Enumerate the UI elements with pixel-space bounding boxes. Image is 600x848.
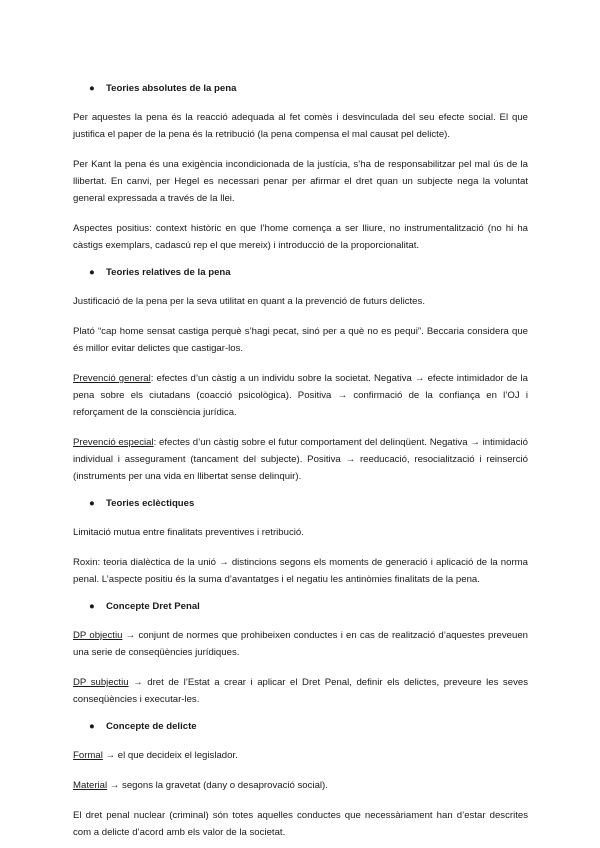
section-heading-text: Concepte Dret Penal bbox=[106, 601, 200, 612]
section-heading-text: Concepte de delicte bbox=[106, 721, 197, 732]
section-heading bbox=[73, 601, 528, 613]
paragraph-text: → el que decideix el legislador. bbox=[102, 750, 238, 761]
underlined-term: Formal bbox=[73, 750, 103, 761]
paragraph bbox=[73, 747, 528, 764]
paragraph bbox=[73, 109, 528, 143]
underlined-term: DP subjectiu bbox=[73, 677, 129, 688]
paragraph-text: → conjunt de normes que prohibeixen conductes i en cas de realització d’aquestes preveuen una serie de conseqüències jurídiques. bbox=[73, 630, 528, 658]
paragraph bbox=[73, 777, 528, 794]
paragraph bbox=[73, 370, 528, 421]
paragraph-text: Limitació mutua entre finalitats preventives i retribució. bbox=[73, 527, 304, 538]
paragraph-text: : efectes d’un càstig a un individu sobre la societat. Negativa → efecte intimidador de la pena sobre els ciutadans (coacció psicològica). Positiva → confirmació de la confiança en l’OJ i reforçament de la consciència jurídica. bbox=[73, 373, 528, 418]
underlined-term: Prevenció general bbox=[73, 373, 151, 384]
underlined-term: Material bbox=[73, 780, 108, 791]
section-heading-text: Teories eclèctiques bbox=[106, 498, 195, 509]
underlined-term: DP objectiu bbox=[73, 630, 123, 641]
paragraph bbox=[73, 323, 528, 357]
paragraph-text: Per aquestes la pena és la reacció adequada al fet comès i desvinculada del seu efecte social. El que justifica el paper de la pena és la retribució (la pena compensa el mal causat pel delicte). bbox=[73, 112, 528, 140]
paragraph bbox=[73, 524, 528, 541]
paragraph-text: El dret penal nuclear (criminal) són totes aquelles conductes que necessàriament han d’estar descrites com a delicte d’acord amb els valor de la societat. bbox=[73, 810, 528, 838]
underlined-term: Prevenció especial bbox=[73, 437, 154, 448]
paragraph bbox=[73, 674, 528, 708]
section-heading bbox=[73, 498, 528, 510]
paragraph bbox=[73, 434, 528, 485]
paragraph bbox=[73, 807, 528, 841]
section-heading-text: Teories absolutes de la pena bbox=[106, 83, 237, 94]
section-heading bbox=[73, 721, 528, 733]
paragraph-text: → segons la gravetat (dany o desaprovació social). bbox=[107, 780, 328, 791]
section-heading bbox=[73, 83, 528, 95]
bullet-icon: ● bbox=[89, 721, 95, 732]
bullet-icon: ● bbox=[89, 498, 95, 509]
paragraph bbox=[73, 554, 528, 588]
paragraph-text: Per Kant la pena és una exigència incondicionada de la justícia, s’ha de responsabilitzar pel mal ús de la llibertat. En canvi, per Hegel es necessari penar per afirmar el dret quan un subjecte nega la voluntat general expressada a través de la llei. bbox=[73, 159, 528, 204]
section-heading bbox=[73, 267, 528, 279]
paragraph bbox=[73, 156, 528, 207]
paragraph bbox=[73, 627, 528, 661]
bullet-icon: ● bbox=[89, 267, 95, 278]
paragraph-text: Plató “cap home sensat castiga perquè s’hagi pecat, sinó per a què no es pequi”. Beccaria considera que és millor evitar delictes que castigar-los. bbox=[73, 326, 528, 354]
bullet-icon: ● bbox=[89, 83, 95, 94]
paragraph-text: Roxin: teoria dialèctica de la unió → distincions segons els moments de generació i aplicació de la norma penal. L’aspecte positiu és la suma d’avantatges i el negatiu les antinòmies finalitats de la pena. bbox=[73, 557, 528, 585]
section-heading-text: Teories relatives de la pena bbox=[106, 267, 231, 278]
paragraph-text: → dret de l’Estat a crear i aplicar el Dret Penal, definir els delictes, preveure les seves conseqüències i executar-les. bbox=[73, 677, 528, 705]
paragraph-text: Justificació de la pena per la seva utilitat en quant a la prevenció de futurs delictes. bbox=[73, 296, 425, 307]
paragraph bbox=[73, 220, 528, 254]
paragraph-text: Aspectes positius: context històric en que l’home comença a ser lliure, no instrumentalització (no hi ha càstigs exemplars, cadascú rep el que mereix) i introducció de la proporcionalitat. bbox=[73, 223, 528, 251]
paragraph-text: : efectes d’un càstig sobre el futur comportament del delinqüent. Negativa → intimidació individual i assegurament (tancament del subjecte). Positiva → reeducació, resocialització i reinserció (instruments per una vida en llibertat sense delinquir). bbox=[73, 437, 528, 482]
paragraph bbox=[73, 293, 528, 310]
bullet-icon: ● bbox=[89, 601, 95, 612]
